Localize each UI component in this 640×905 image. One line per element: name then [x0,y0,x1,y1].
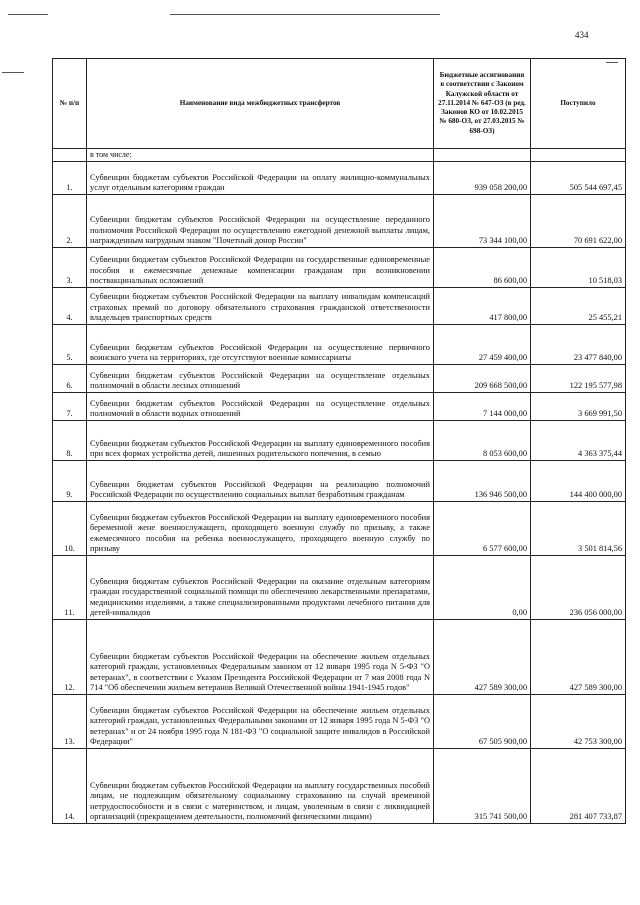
table-row [53,421,626,461]
row-budget: 209 668 500,00 [434,365,531,393]
table-row [53,365,626,393]
table-row [53,461,626,502]
scan-artifact-line [8,14,48,15]
row-number: 1. [53,162,87,195]
row-budget: 27 459 400,00 [434,325,531,365]
row-number: 5. [53,325,87,365]
row-budget: 0,00 [434,556,531,620]
row-number: 10. [53,502,87,556]
row-name: Субвенции бюджетам субъектов Российской Федерации на выплату единовременного пособия при всех формах устройства детей, лишенных родительского попечения, в семью [87,421,434,461]
row-received: 23 477 840,00 [531,325,626,365]
row-budget: 315 741 500,00 [434,749,531,824]
row-number: 2. [53,195,87,248]
row-received: 122 195 577,98 [531,365,626,393]
row-received: 144 400 000,00 [531,461,626,502]
row-number: 6. [53,365,87,393]
header-received: Поступило [531,59,626,149]
table-row [53,620,626,695]
row-received: 427 589 300,00 [531,620,626,695]
table-row [53,502,626,556]
row-name: Субвенции бюджетам субъектов Российской Федерации на обеспечение жильем отдельных категорий граждан, установленных Федеральными законами от 12 января 1995 года N 5-ФЗ "О ветеранах" и от 24 ноября 1995 года N 181-ФЗ "О социальной защите инвалидов в Российской Федерации" [87,695,434,749]
table-row [53,556,626,620]
header-budget: Бюджетные ассигнования в соответствии с Законом Калужской области от 27.11.2014 № 647-ОЗ (в ред. Законов КО от 10.02.2015 № 680-ОЗ, от 27.03.2015 № 698-ОЗ) [434,59,531,149]
row-name: Субвенции бюджетам субъектов Российской Федерации на осуществление переданного полномочия Российской Федерации по осуществлению ежегодной денежной выплаты лицам, награжденным нагрудным знаком "Почетный донор России" [87,195,434,248]
scan-artifact-line [2,72,24,73]
row-received: 10 518,03 [531,248,626,288]
row-budget: 417 800,00 [434,288,531,325]
row-name: Субвенции бюджетам субъектов Российской Федерации на государственные единовременные пособия и ежемесячные денежные компенсации гражданам при возникновении поствакцинальных осложнений [87,248,434,288]
row-budget: 427 589 300,00 [434,620,531,695]
row-budget: 67 505 900,00 [434,695,531,749]
row-number: 8. [53,421,87,461]
table-row [53,695,626,749]
row-received: 25 455,21 [531,288,626,325]
row-budget: 6 577 600,00 [434,502,531,556]
transfers-table [52,58,626,824]
header-name: Наименование вида межбюджетных трансфертов [87,59,434,149]
row-received: 3 669 991,50 [531,393,626,421]
row-number: 9. [53,461,87,502]
table-row [53,749,626,824]
row-received: 3 501 814,56 [531,502,626,556]
row-received: 42 753 300,00 [531,695,626,749]
row-name: Субвенции бюджетам субъектов Российской Федерации на выплату единовременного пособия беременной жене военнослужащего, проходящего военную службу по призыву, а также ежемесячного пособия на ребенка военнослужащего, проходящего военную службу по призыву [87,502,434,556]
row-number: 3. [53,248,87,288]
row-number: 12. [53,620,87,695]
row-budget: 86 600,00 [434,248,531,288]
row-number: 11. [53,556,87,620]
row-name: Субвенции бюджетам субъектов Российской Федерации на реализацию полномочий Российской Федерации по осуществлению социальных выплат безработным гражданам [87,461,434,502]
row-name: Субвенция бюджетам субъектов Российской Федерации на оказание отдельным категориям граждан государственной социальной помощи по обеспечению лекарственными препаратами, медицинскими изделиями, а также специализированными продуктами лечебного питания для детей-инвалидов [87,556,434,620]
row-name: Субвенции бюджетам субъектов Российской Федерации на оплату жилищно-коммунальных услуг отдельным категориям граждан [87,162,434,195]
row-name: Субвенции бюджетам субъектов Российской Федерации на осуществление отдельных полномочий в области водных отношений [87,393,434,421]
row-budget: 73 344 100,00 [434,195,531,248]
table-row [53,393,626,421]
row-received: 281 407 733,87 [531,749,626,824]
table-row [53,162,626,195]
row-received: 70 691 622,00 [531,195,626,248]
row-name: Субвенции бюджетам субъектов Российской Федерации на выплату инвалидам компенсаций страховых премий по договору обязательного страхования гражданской ответственности владельцев транспортных средств [87,288,434,325]
row-received: 4 363 375,44 [531,421,626,461]
header-num: № п/п [53,59,87,149]
scan-artifact-line [170,14,440,15]
row-budget: 136 946 500,00 [434,461,531,502]
row-number: 14. [53,749,87,824]
table-row [53,195,626,248]
row-name: Субвенции бюджетам субъектов Российской Федерации на обеспечение жильем отдельных категорий граждан, установленных Федеральным законом от 12 января 1995 года N 5-ФЗ "О ветеранах", в соответствии с Указом Президента Российской Федерации от 7 мая 2008 года N 714 "Об обеспечении жильем ветеранов Великой Отечественной войны 1941-1945 годов" [87,620,434,695]
row-name: Субвенции бюджетам субъектов Российской Федерации на осуществление отдельных полномочий в области лесных отношений [87,365,434,393]
table-row [53,248,626,288]
table-row [53,288,626,325]
row-number: 13. [53,695,87,749]
row-name: Субвенции бюджетам субъектов Российской Федерации на осуществление первичного воинского учета на территориях, где отсутствуют военные комиссариаты [87,325,434,365]
row-budget: 7 144 000,00 [434,393,531,421]
row-name: Субвенции бюджетам субъектов Российской Федерации на выплату государственных пособий лицам, не подлежащим обязательному социальному страхованию на случай временной нетрудоспособности и в связи с материнством, и лицам, уволенным в связи с ликвидацией организаций (прекращением деятельности, полномочий физическими лицами) [87,749,434,824]
row-number: 4. [53,288,87,325]
row-number: 7. [53,393,87,421]
subheader-row [53,149,626,162]
table-header-row [53,59,626,149]
row-budget: 939 058 200,00 [434,162,531,195]
row-budget: 8 053 600,00 [434,421,531,461]
page-number: 434 [575,30,589,40]
table-row [53,325,626,365]
subheader-text: в том числе: [87,149,434,162]
row-received: 505 544 697,45 [531,162,626,195]
row-received: 236 056 000,00 [531,556,626,620]
